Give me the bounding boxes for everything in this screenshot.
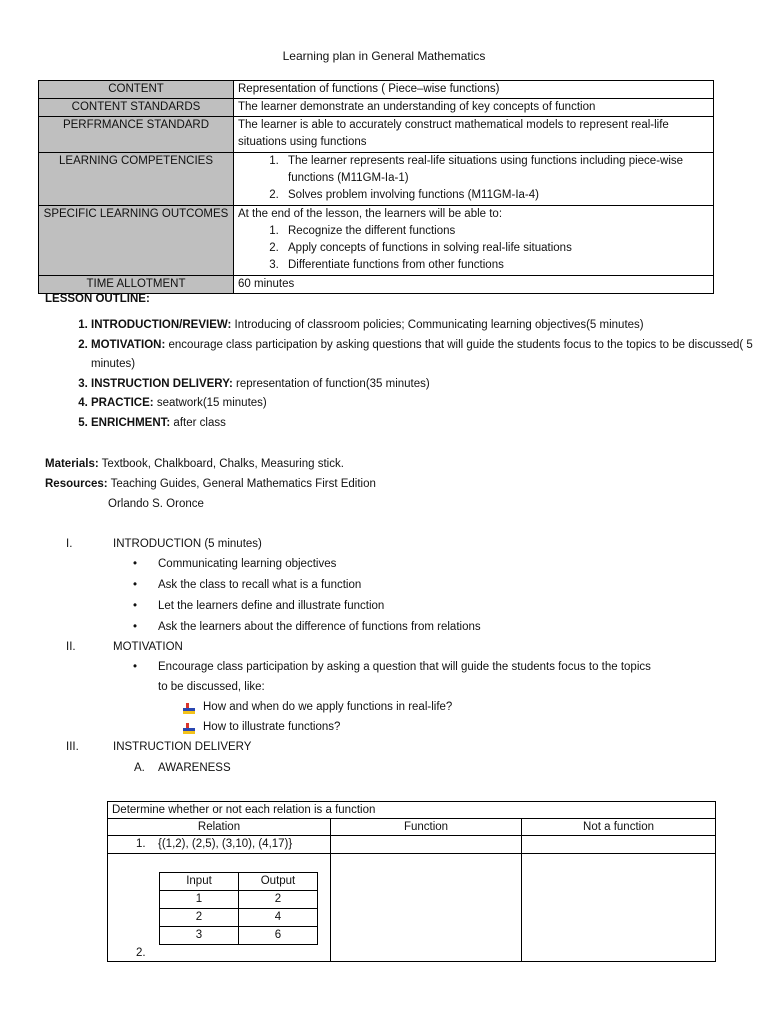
document-title: Learning plan in General Mathematics [282,49,486,63]
learning-competencies-cell [234,153,714,206]
section-2-bullet-line1: Encourage class participation by asking a question that will guide the students focus to the topics [158,661,651,673]
section-2-title: MOTIVATION [113,641,183,653]
relation-value: {(1,2), (2,5), (3,10), (4,17)} [158,838,293,850]
row-number: 2. [136,947,146,959]
learning-outcomes-label: SPECIFIC LEARNING OUTCOMES [39,206,234,276]
outline-item [91,336,761,375]
performance-standard-label: PERFRMANCE STANDARD [39,117,234,153]
bullet-icon: • [133,579,138,591]
outline-item [91,375,761,395]
materials-label: Materials: [45,458,99,470]
io-cell: 2 [239,891,318,909]
section-3-title: INSTRUCTION DELIVERY [113,741,252,753]
section-1-bullet: Ask the learners about the difference of functions from relations [158,621,481,633]
resources-label: Resources: [45,478,108,490]
lesson-outline-title: LESSON OUTLINE: [45,293,150,305]
competency-item: 1. The learner represents real-life situations using functions including piece-wise functions (M11GM-Ia-1) [282,153,709,187]
io-cell: 6 [239,927,318,945]
io-header-input: Input [160,873,239,891]
not-function-answer-cell[interactable] [522,854,716,962]
time-allotment-value: 60 minutes [234,276,714,294]
competencies-list [238,153,709,204]
section-2-number: II. [66,641,76,653]
resources-text: Teaching Guides, General Mathematics First Edition [107,478,376,490]
content-standards-label: CONTENT STANDARDS [39,99,234,117]
outcome-item: 2. Apply concepts of functions in solving real-life situations [282,240,709,257]
bullet-icon: • [133,600,138,612]
row-number: 1. [136,838,146,850]
resources-line [45,478,376,490]
content-label: CONTENT [39,81,234,99]
time-allotment-label: TIME ALLOTMENT [39,276,234,294]
section-2-bullet-line2: to be discussed, like: [158,681,265,693]
col-relation-header: Relation [108,819,331,836]
function-answer-cell[interactable] [331,836,522,854]
arrow-pointer-icon [183,703,195,715]
input-output-table [159,872,318,945]
section-2-sub-item: How and when do we apply functions in real-life? [203,701,453,713]
section-1-bullet: Let the learners define and illustrate function [158,600,385,612]
outline-item [91,316,761,336]
section-3-number: III. [66,741,79,753]
outline-item-label: ENRICHMENT: [91,416,171,429]
section-3-sub-letter: A. [134,762,145,774]
col-not-function-header: Not a function [522,819,716,836]
outline-item-text: encourage class participation by asking questions that will guide the students focus to the topics to be discussed( 5 minutes) [91,338,753,370]
section-1-bullet: Ask the class to recall what is a function [158,579,362,591]
relation-cell-1 [108,836,331,854]
outline-item-text: Introducing of classroom policies; Communicating learning objectives(5 minutes) [231,319,644,331]
competency-item: 2. Solves problem involving functions (M11GM-Ia-4) [282,187,709,204]
learning-competencies-label: LEARNING COMPETENCIES [39,153,234,206]
activity-header: Determine whether or not each relation is a function [108,802,716,819]
section-1-bullet: Communicating learning objectives [158,558,337,570]
io-cell: 2 [160,909,239,927]
resources-author: Orlando S. Oronce [108,498,204,510]
arrow-pointer-icon [183,723,195,735]
outline-item-text: after class [170,416,226,429]
outline-item [91,414,761,434]
performance-standard-value: The learner is able to accurately construct mathematical models to represent real-life situations using functions [234,117,714,153]
outcomes-intro: At the end of the lesson, the learners will be able to: [238,208,503,220]
outline-item-label: PRACTICE: [91,397,154,409]
section-1-title: INTRODUCTION (5 minutes) [113,538,262,550]
outcome-item: 3. Differentiate functions from other functions [282,257,709,274]
learning-outcomes-cell [234,206,714,276]
function-answer-cell[interactable] [331,854,522,962]
section-2-sub-item: How to illustrate functions? [203,721,341,733]
bullet-icon: • [133,558,138,570]
outline-item-label: INTRODUCTION/REVIEW: [91,319,232,331]
bullet-icon: • [133,621,138,633]
section-3-sub-title: AWARENESS [158,762,231,774]
outcomes-list [238,223,709,274]
content-standards-value: The learner demonstrate an understanding of key concepts of function [234,99,714,117]
materials-line [45,458,344,470]
not-function-answer-cell[interactable] [522,836,716,854]
bullet-icon: • [133,661,138,673]
io-cell: 3 [160,927,239,945]
io-cell: 4 [239,909,318,927]
section-1-number: I. [66,538,73,550]
outline-item-text: representation of function(35 minutes) [232,377,430,390]
outline-item-label: MOTIVATION: [91,338,166,351]
io-cell: 1 [160,891,239,909]
outline-item-text: seatwork(15 minutes) [153,397,267,409]
content-value: Representation of functions ( Piece–wise functions) [234,81,714,99]
materials-text: Textbook, Chalkboard, Chalks, Measuring stick. [98,458,344,470]
outcome-item: 1. Recognize the different functions [282,223,709,240]
col-function-header: Function [331,819,522,836]
outline-item [91,394,761,414]
lesson-outline-list [45,316,761,433]
outline-item-label: INSTRUCTION DELIVERY: [91,377,233,390]
lesson-info-table [38,80,714,294]
io-header-output: Output [239,873,318,891]
